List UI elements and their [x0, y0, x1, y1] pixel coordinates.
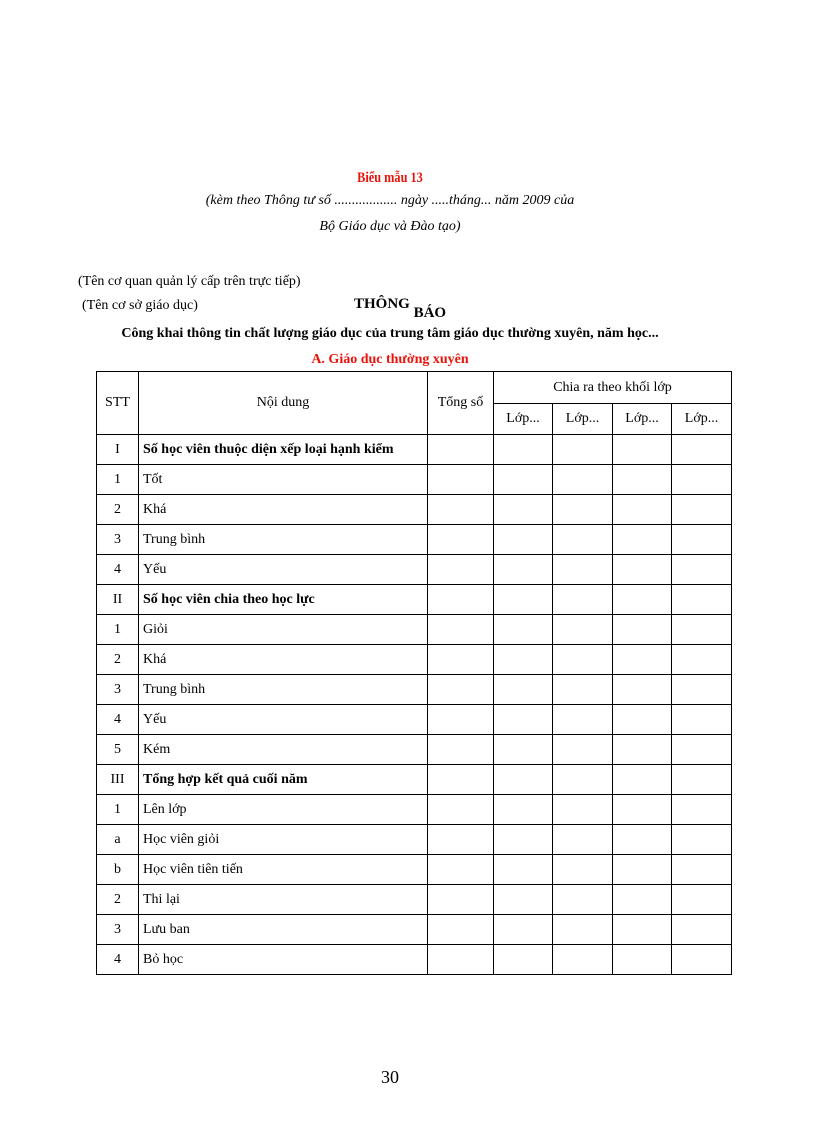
row-grade-cell: [553, 465, 613, 495]
row-grade-cell: [613, 705, 672, 735]
quality-table: [96, 371, 732, 975]
row-grade-cell: [553, 585, 613, 615]
row-grade-cell: [494, 735, 553, 765]
notice-title-part1: THÔNG: [354, 296, 414, 312]
row-stt: II: [97, 585, 139, 615]
row-grade-cell: [494, 645, 553, 675]
row-total-cell: [428, 465, 494, 495]
row-grade-cell: [672, 645, 732, 675]
row-grade-cell: [672, 795, 732, 825]
row-content: Khá: [139, 645, 428, 675]
table-row: [97, 555, 732, 585]
row-grade-cell: [672, 945, 732, 975]
row-content: Yếu: [139, 555, 428, 585]
table-row: [97, 645, 732, 675]
notice-title: [354, 296, 447, 321]
table-row: [97, 765, 732, 795]
row-stt: 3: [97, 675, 139, 705]
table-row: [97, 525, 732, 555]
row-grade-cell: [494, 525, 553, 555]
row-grade-cell: [672, 435, 732, 465]
row-grade-cell: [672, 675, 732, 705]
row-total-cell: [428, 795, 494, 825]
row-stt: 4: [97, 705, 139, 735]
row-stt: 3: [97, 915, 139, 945]
row-grade-cell: [613, 465, 672, 495]
row-content: Thi lại: [139, 885, 428, 915]
row-stt: 3: [97, 525, 139, 555]
row-grade-cell: [553, 855, 613, 885]
header-split: Chia ra theo khối lớp: [494, 372, 732, 404]
section-a-title: A. Giáo dục thường xuyên: [311, 352, 469, 367]
row-total-cell: [428, 855, 494, 885]
row-grade-cell: [553, 435, 613, 465]
table-row: [97, 885, 732, 915]
row-grade-cell: [553, 495, 613, 525]
row-content: Số học viên thuộc diện xếp loại hạnh kiểm: [139, 435, 428, 465]
row-stt: b: [97, 855, 139, 885]
row-grade-cell: [553, 765, 613, 795]
table-row: [97, 735, 732, 765]
header-stt: STT: [97, 372, 139, 435]
row-stt: I: [97, 435, 139, 465]
row-grade-cell: [672, 525, 732, 555]
row-stt: 1: [97, 795, 139, 825]
row-grade-cell: [672, 765, 732, 795]
row-total-cell: [428, 735, 494, 765]
row-content: Học viên giỏi: [139, 825, 428, 855]
page-number: 30: [381, 1067, 399, 1087]
row-grade-cell: [672, 495, 732, 525]
header-grade: Lớp...: [672, 404, 732, 435]
table-row: [97, 795, 732, 825]
table-row: [97, 915, 732, 945]
row-grade-cell: [672, 555, 732, 585]
row-content: Số học viên chia theo học lực: [139, 585, 428, 615]
row-total-cell: [428, 555, 494, 585]
row-grade-cell: [494, 885, 553, 915]
table-row: [97, 465, 732, 495]
row-grade-cell: [553, 615, 613, 645]
header-total: Tổng số: [428, 372, 494, 435]
row-stt: 1: [97, 465, 139, 495]
row-grade-cell: [553, 945, 613, 975]
row-grade-cell: [613, 645, 672, 675]
row-content: Tốt: [139, 465, 428, 495]
row-content: Yếu: [139, 705, 428, 735]
row-grade-cell: [613, 675, 672, 705]
row-grade-cell: [494, 825, 553, 855]
row-grade-cell: [672, 615, 732, 645]
header-grade: Lớp...: [494, 404, 553, 435]
header-content: Nội dung: [139, 372, 428, 435]
header-grade: Lớp...: [613, 404, 672, 435]
row-grade-cell: [613, 435, 672, 465]
row-grade-cell: [672, 825, 732, 855]
row-grade-cell: [613, 525, 672, 555]
row-grade-cell: [494, 915, 553, 945]
row-grade-cell: [613, 735, 672, 765]
row-total-cell: [428, 615, 494, 645]
row-total-cell: [428, 705, 494, 735]
table-row: [97, 825, 732, 855]
row-total-cell: [428, 495, 494, 525]
row-stt: 1: [97, 615, 139, 645]
row-total-cell: [428, 525, 494, 555]
row-grade-cell: [553, 555, 613, 585]
row-grade-cell: [613, 555, 672, 585]
row-grade-cell: [553, 915, 613, 945]
row-content: Lên lớp: [139, 795, 428, 825]
row-grade-cell: [553, 525, 613, 555]
row-grade-cell: [672, 705, 732, 735]
row-content: Trung bình: [139, 525, 428, 555]
row-total-cell: [428, 915, 494, 945]
row-grade-cell: [553, 795, 613, 825]
row-content: Trung bình: [139, 675, 428, 705]
row-stt: 5: [97, 735, 139, 765]
row-grade-cell: [672, 585, 732, 615]
row-stt: III: [97, 765, 139, 795]
row-grade-cell: [672, 465, 732, 495]
row-stt: 2: [97, 495, 139, 525]
row-stt: 2: [97, 885, 139, 915]
row-grade-cell: [613, 765, 672, 795]
row-grade-cell: [613, 945, 672, 975]
row-grade-cell: [494, 435, 553, 465]
row-content: Học viên tiên tiến: [139, 855, 428, 885]
row-stt: 4: [97, 945, 139, 975]
table-row: [97, 855, 732, 885]
row-grade-cell: [613, 885, 672, 915]
row-grade-cell: [494, 705, 553, 735]
row-grade-cell: [494, 495, 553, 525]
row-grade-cell: [494, 585, 553, 615]
notice-title-part2: BÁO: [413, 305, 447, 321]
row-grade-cell: [672, 885, 732, 915]
row-grade-cell: [672, 915, 732, 945]
row-grade-cell: [494, 555, 553, 585]
form-title: Biểu mẫu 13: [357, 170, 423, 186]
row-total-cell: [428, 885, 494, 915]
agency-label: (Tên cơ quan quản lý cấp trên trực tiếp): [78, 274, 301, 289]
table-row: [97, 435, 732, 465]
row-content: Bỏ học: [139, 945, 428, 975]
row-content: Khá: [139, 495, 428, 525]
row-stt: 4: [97, 555, 139, 585]
row-total-cell: [428, 585, 494, 615]
row-grade-cell: [553, 735, 613, 765]
row-grade-cell: [553, 825, 613, 855]
table-row: [97, 615, 732, 645]
row-total-cell: [428, 765, 494, 795]
row-grade-cell: [494, 615, 553, 645]
row-content: Giỏi: [139, 615, 428, 645]
header-grade: Lớp...: [553, 404, 613, 435]
row-grade-cell: [494, 465, 553, 495]
row-grade-cell: [494, 765, 553, 795]
row-grade-cell: [494, 945, 553, 975]
row-total-cell: [428, 435, 494, 465]
row-grade-cell: [494, 795, 553, 825]
reference-line-2: Bộ Giáo dục và Đào tạo): [319, 219, 461, 234]
row-total-cell: [428, 945, 494, 975]
row-grade-cell: [613, 795, 672, 825]
row-grade-cell: [613, 855, 672, 885]
row-grade-cell: [613, 915, 672, 945]
row-grade-cell: [672, 855, 732, 885]
row-grade-cell: [613, 825, 672, 855]
row-grade-cell: [553, 675, 613, 705]
table-row: [97, 705, 732, 735]
row-grade-cell: [613, 495, 672, 525]
row-stt: a: [97, 825, 139, 855]
row-total-cell: [428, 825, 494, 855]
row-grade-cell: [494, 675, 553, 705]
row-content: Kém: [139, 735, 428, 765]
row-total-cell: [428, 675, 494, 705]
row-content: Lưu ban: [139, 915, 428, 945]
reference-line-1: (kèm theo Thông tư số .................. ngày .....tháng... năm 2009 của: [205, 193, 575, 208]
table-row: [97, 675, 732, 705]
row-grade-cell: [494, 855, 553, 885]
row-grade-cell: [553, 645, 613, 675]
row-grade-cell: [553, 705, 613, 735]
table-row: [97, 495, 732, 525]
row-grade-cell: [613, 615, 672, 645]
row-grade-cell: [613, 585, 672, 615]
row-grade-cell: [553, 885, 613, 915]
row-grade-cell: [672, 735, 732, 765]
row-total-cell: [428, 645, 494, 675]
school-label: (Tên cơ sở giáo dục): [82, 298, 198, 313]
table-row: [97, 585, 732, 615]
notice-subtitle: Công khai thông tin chất lượng giáo dục của trung tâm giáo dục thường xuyên, năm học...: [121, 326, 659, 341]
table-row: [97, 945, 732, 975]
row-content: Tổng hợp kết quả cuối năm: [139, 765, 428, 795]
row-stt: 2: [97, 645, 139, 675]
